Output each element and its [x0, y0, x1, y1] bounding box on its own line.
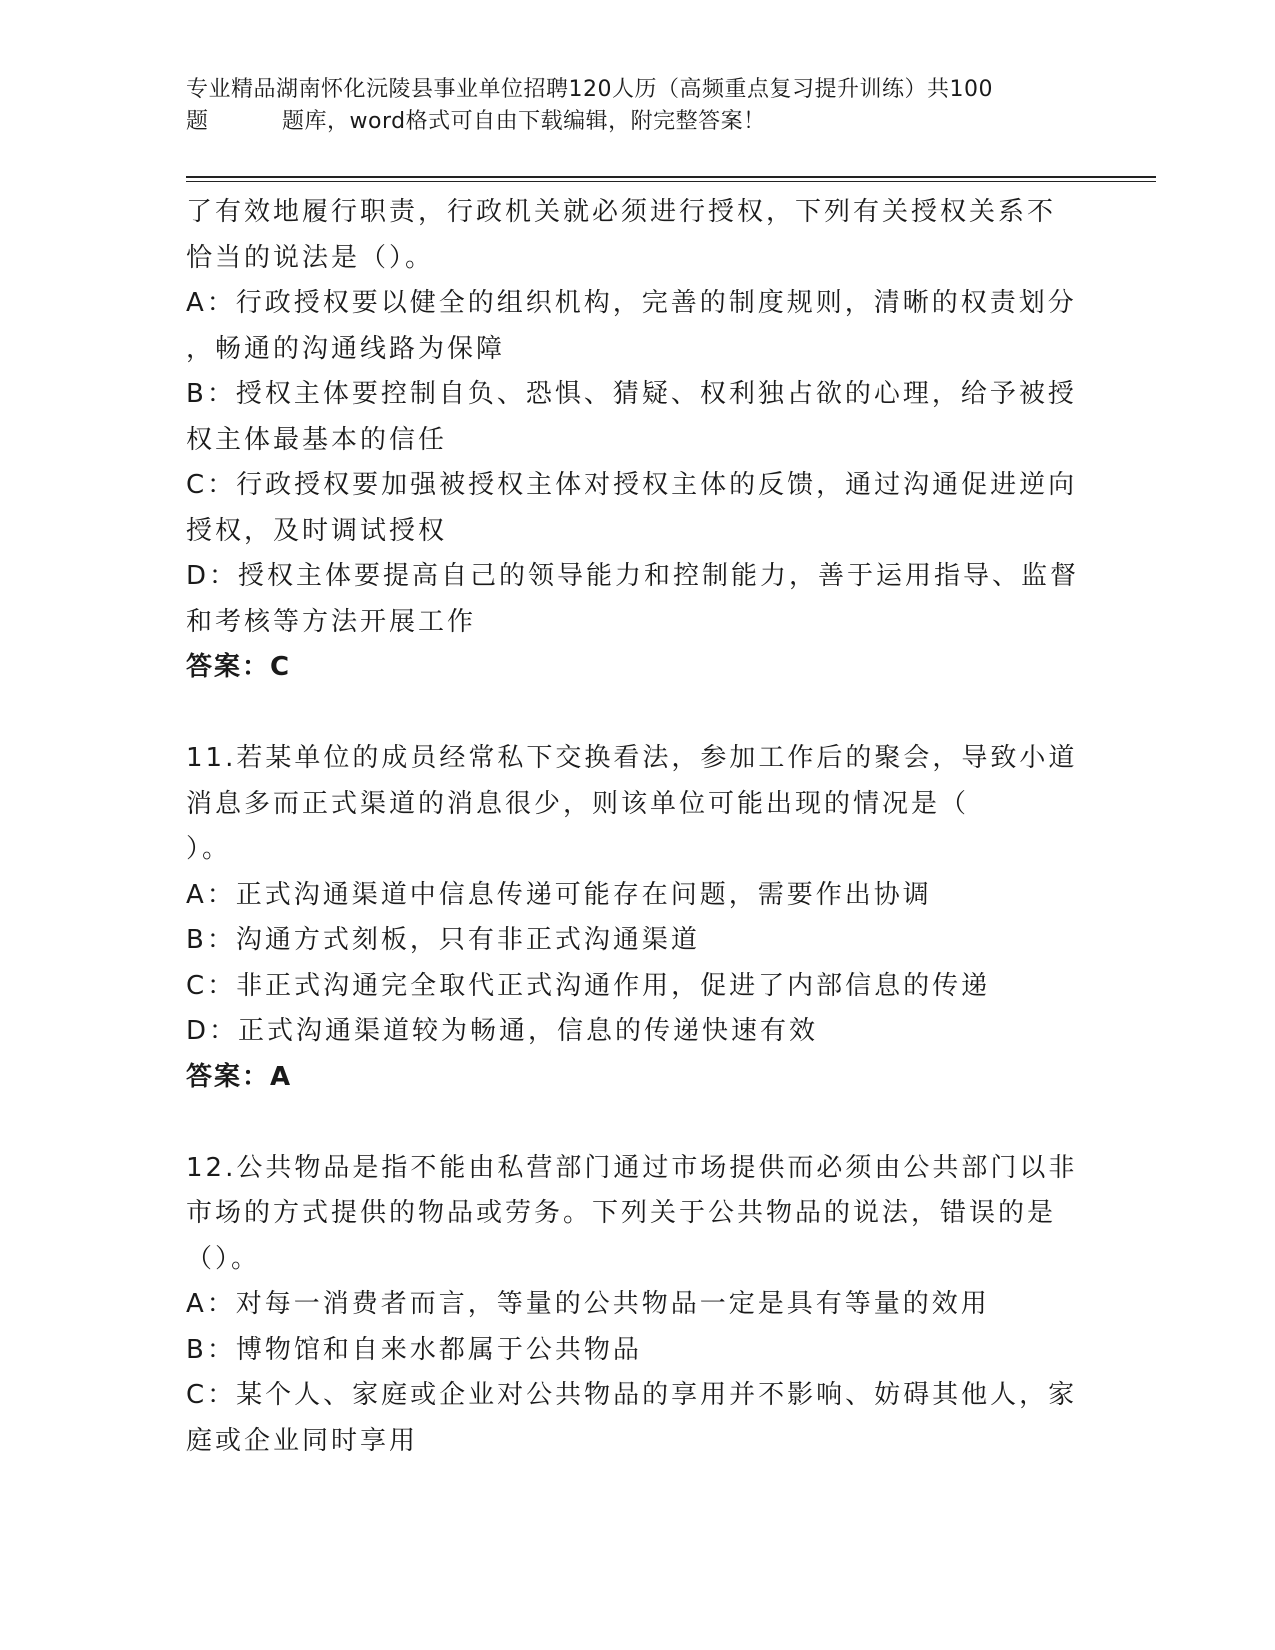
question-stem-line: 12.公共物品是指不能由私营部门通过市场提供而必须由公共部门以非: [186, 1152, 1078, 1183]
answer-line: 答案：C: [186, 652, 292, 682]
option-c-line: 授权，及时调试授权: [186, 515, 448, 546]
question-stem-line: 市场的方式提供的物品或劳务。下列关于公共物品的说法，错误的是: [186, 1198, 1057, 1228]
question-stem-line: 恰当的说法是（）。: [186, 242, 435, 273]
option-a-line: A：行政授权要以健全的组织机构，完善的制度规则，清晰的权责划分: [186, 288, 1077, 318]
option-c-line: C：非正式沟通完全取代正式沟通作用，促进了内部信息的传递: [186, 970, 991, 1001]
option-c-line: C：行政授权要加强被授权主体对授权主体的反馈，通过沟通促进逆向: [186, 470, 1078, 500]
question-stem-line: 了有效地履行职责，行政机关就必须进行授权，下列有关授权关系不: [186, 197, 1057, 227]
question-12: [186, 1146, 1086, 1465]
header-divider-thin: [186, 181, 1156, 182]
option-a-line: ，畅通的沟通线路为保障: [186, 333, 506, 364]
option-d-line: 和考核等方法开展工作: [186, 606, 477, 637]
header-title-line-1: 专业精品湖南怀化沅陵县事业单位招聘120人历（高频重点复习提升训练）共100: [186, 77, 993, 102]
option-b-line: B：授权主体要控制自负、恐惧、猜疑、权利独占欲的心理，给予被授: [186, 379, 1077, 409]
header-title-line-2: [186, 106, 1086, 138]
option-c-line: C：某个人、家庭或企业对公共物品的享用并不影响、妨碍其他人，家: [186, 1380, 1078, 1410]
option-b-line: B：博物馆和自来水都属于公共物品: [186, 1334, 642, 1365]
header-title-line-2-lead: 题: [186, 109, 209, 134]
header-title-line-2-rest: 题库，word格式可自由下载编辑，附完整答案！: [282, 109, 766, 134]
question-stem-line: ）。: [186, 834, 232, 864]
question-spacer: [186, 1100, 1086, 1146]
document-header: [186, 74, 1086, 138]
question-content: [186, 190, 1086, 1464]
option-a-line: A：正式沟通渠道中信息传递可能存在问题，需要作出协调: [186, 879, 932, 910]
question-10: [186, 190, 1086, 691]
answer-line: 答案：A: [186, 1061, 293, 1092]
option-d-line: D：正式沟通渠道较为畅通，信息的传递快速有效: [186, 1016, 819, 1046]
question-stem-line: （）。: [186, 1243, 261, 1274]
question-11: [186, 736, 1086, 1100]
option-d-line: D：授权主体要提高自己的领导能力和控制能力，善于运用指导、监督: [186, 561, 1080, 591]
option-b-line: 权主体最基本的信任: [186, 424, 448, 455]
question-stem-line: 11.若某单位的成员经常私下交换看法，参加工作后的聚会，导致小道: [186, 743, 1078, 773]
option-b-line: B：沟通方式刻板，只有非正式沟通渠道: [186, 925, 700, 955]
question-stem-line: 消息多而正式渠道的消息很少，则该单位可能出现的情况是（: [186, 788, 970, 819]
option-a-line: A：对每一消费者而言，等量的公共物品一定是具有等量的效用: [186, 1289, 990, 1319]
option-c-line: 庭或企业同时享用: [186, 1425, 419, 1456]
header-divider-thick: [186, 176, 1156, 178]
question-spacer: [186, 691, 1086, 737]
